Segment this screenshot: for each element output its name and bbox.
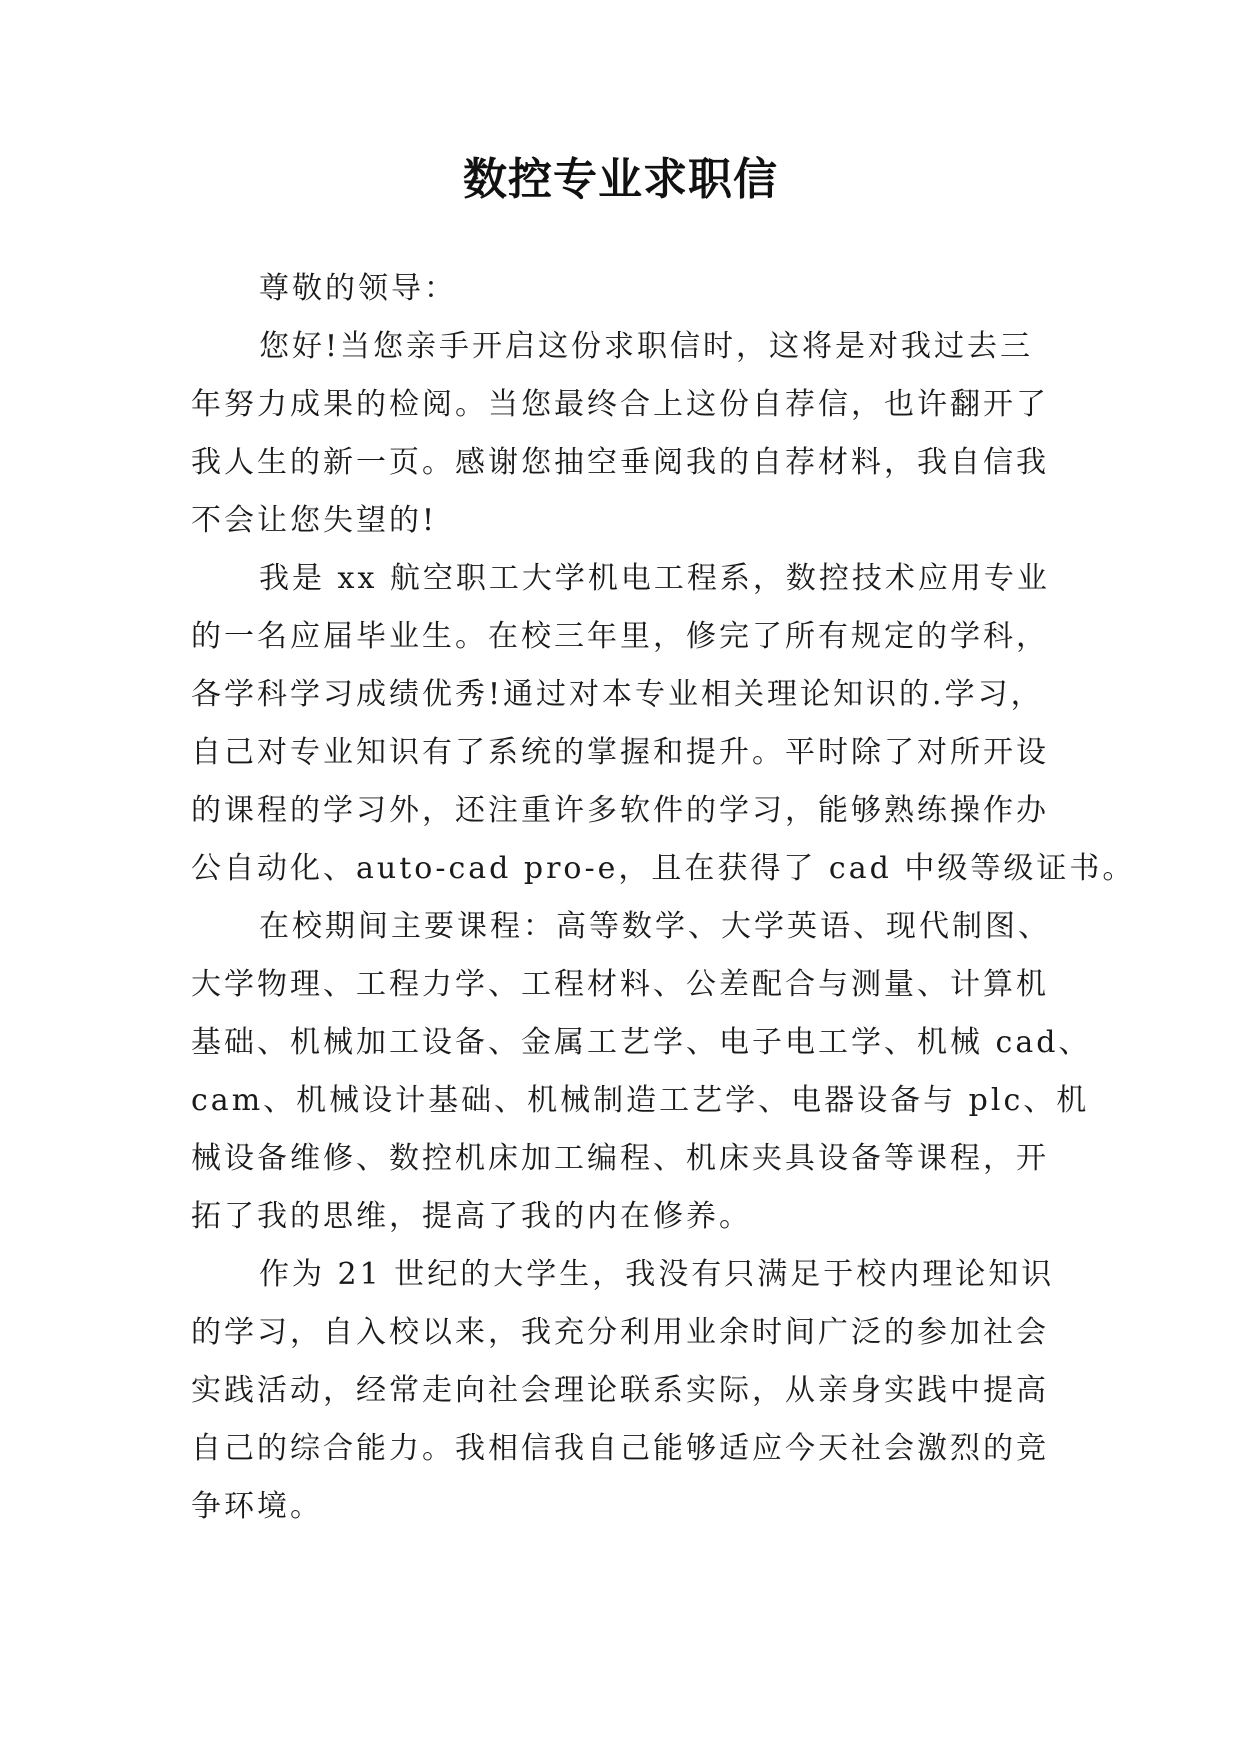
body-text-line: 的学习，自入校以来，我充分利用业余时间广泛的参加社会 (191, 1315, 1049, 1350)
body-text-line: 我人生的新一页。感谢您抽空垂阅我的自荐材料，我自信我 (191, 445, 1049, 480)
body-text-line: 各学科学习成绩优秀!通过对本专业相关理论知识的.学习， (191, 677, 1044, 712)
body-text-line: 争环境。 (191, 1489, 323, 1524)
body-text-line: 不会让您失望的! (191, 503, 438, 538)
body-text-line: 实践活动，经常走向社会理论联系实际，从亲身实践中提高 (191, 1373, 1049, 1408)
body-text-line: 公自动化、auto-cad pro-e，且在获得了 cad 中级等级证书。 (191, 851, 1136, 886)
body-text-line: 自己对专业知识有了系统的掌握和提升。平时除了对所开设 (191, 735, 1049, 770)
body-text-line: cam、机械设计基础、机械制造工艺学、电器设备与 plc、机 (191, 1083, 1090, 1118)
document-body (191, 260, 1136, 1536)
body-text-line: 的一名应届毕业生。在校三年里，修完了所有规定的学科， (191, 619, 1049, 654)
body-text-line: 械设备维修、数控机床加工编程、机床夹具设备等课程，开 (191, 1141, 1049, 1176)
body-text-line: 您好!当您亲手开启这份求职信时，这将是对我过去三 (259, 329, 1034, 364)
body-text-line: 基础、机械加工设备、金属工艺学、电子电工学、机械 cad、 (191, 1025, 1092, 1060)
body-text-line: 大学物理、工程力学、工程材料、公差配合与测量、计算机 (191, 967, 1049, 1002)
body-text-line: 在校期间主要课程：高等数学、大学英语、现代制图、 (259, 909, 1051, 944)
body-text-line: 尊敬的领导： (259, 271, 457, 306)
document-title: 数控专业求职信 (463, 154, 778, 205)
body-text-line: 我是 xx 航空职工大学机电工程系，数控技术应用专业 (259, 561, 1050, 596)
body-text-line: 年努力成果的检阅。当您最终合上这份自荐信，也许翻开了 (191, 387, 1049, 422)
body-text-line: 作为 21 世纪的大学生，我没有只满足于校内理论知识 (259, 1257, 1055, 1292)
body-text-line: 自己的综合能力。我相信我自己能够适应今天社会激烈的竞 (191, 1431, 1049, 1466)
body-text-line: 拓了我的思维，提高了我的内在修养。 (191, 1199, 752, 1234)
body-text-line: 的课程的学习外，还注重许多软件的学习，能够熟练操作办 (191, 793, 1049, 828)
